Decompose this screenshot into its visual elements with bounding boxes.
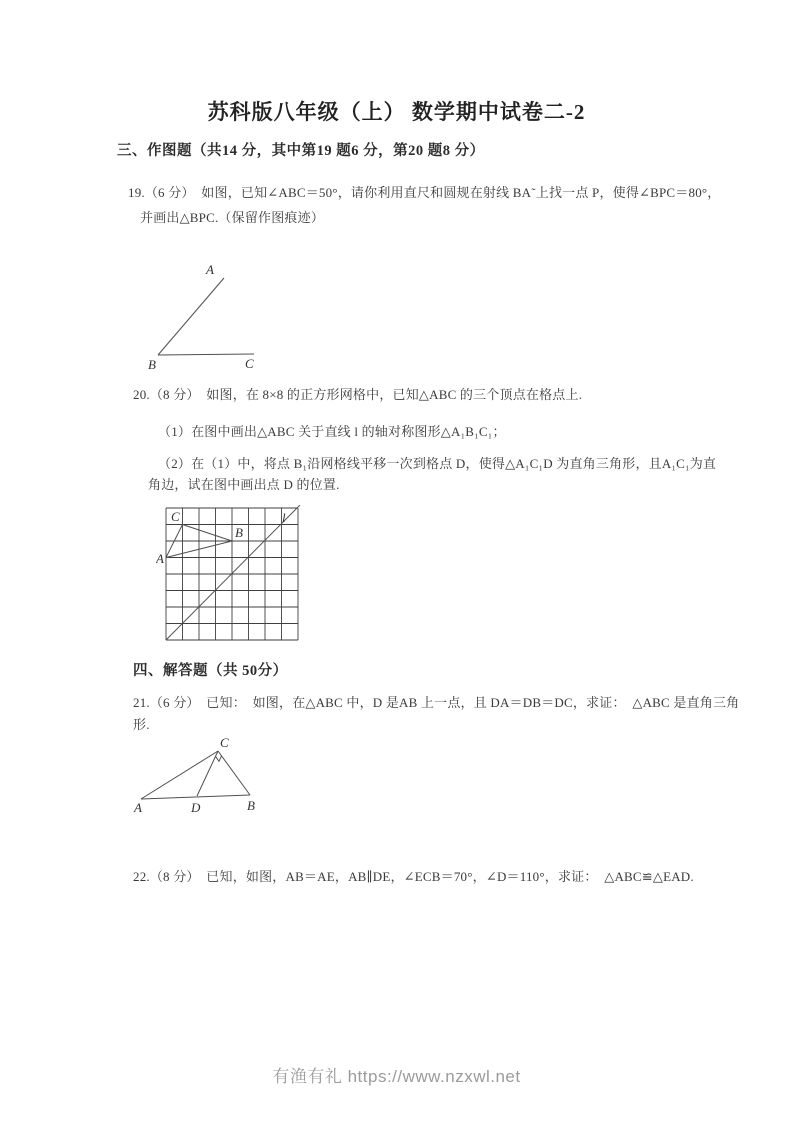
q20-part1-text: （1）在图中画出△ABC 关于直线 l 的轴对称图形△A₁B₁C₁； [158, 424, 506, 439]
q21-label-b: B [247, 798, 255, 813]
q19-ray-bc [158, 354, 254, 355]
q21-label-c: C [220, 736, 229, 750]
q20-text-line1: 20.（8 分） 如图，在 8×8 的正方形网格中，已知△ABC 的三个顶点在格点上. [133, 387, 583, 402]
q21-label-d: D [191, 800, 201, 815]
q20-grid-figure [156, 505, 308, 645]
q21-text-line2: 形. [133, 717, 150, 732]
section-four-heading: 四、解答题（共 50分） [133, 663, 288, 679]
q20-label-l: l [282, 510, 286, 525]
q19-text-line1: 19.（6 分） 如图，已知∠ABC＝50°，请你利用直尺和圆规在射线 BA˜上找一点 P，使得∠BPC＝80°， [128, 185, 721, 200]
q20-label-c: C [171, 509, 180, 524]
q20-part2-text-line2: 角边，试在图中画出点 D 的位置. [148, 477, 340, 492]
q20-label-a: A [156, 551, 164, 566]
q20-label-b: B [235, 525, 243, 540]
q19-angle-figure [130, 258, 280, 373]
q22-text-line1: 22.（8 分） 已知，如图，AB＝AE，AB∥DE，∠ECB＝70°，∠D＝110°，求证： △ABC≌△EAD. [133, 869, 694, 884]
q19-label-c: C [245, 356, 254, 371]
section-three-heading: 三、作图题（共14 分，其中第19 题6 分，第20 题8 分） [117, 143, 485, 159]
q21-side-ab [141, 795, 250, 799]
q19-label-b: B [148, 357, 156, 372]
q19-ray-ba [158, 278, 224, 355]
q21-text-line1: 21.（6 分） 已知： 如图，在△ABC 中，D 是AB 上一点，且 DA＝DB＝DC，求证： △ABC 是直角三角 [133, 695, 740, 710]
q21-triangle-figure [125, 736, 275, 816]
q19-text-line2: 并画出△BPC.（保留作图痕迹） [140, 210, 325, 225]
q21-right-angle-mark [216, 756, 222, 761]
q21-label-a: A [134, 800, 142, 815]
footer-watermark: 有渔有礼 https://www.nzxwl.net [272, 1067, 521, 1086]
q19-label-a: A [206, 262, 214, 277]
q21-side-cb [218, 751, 250, 795]
q20-part2-text-line1: （2）在（1）中，将点 B₁沿网格线平移一次到格点 D，使得△A₁C₁D 为直角三角形，且A₁C₁为直 [158, 456, 717, 471]
page-title: 苏科版八年级（上） 数学期中试卷二-2 [207, 100, 586, 124]
